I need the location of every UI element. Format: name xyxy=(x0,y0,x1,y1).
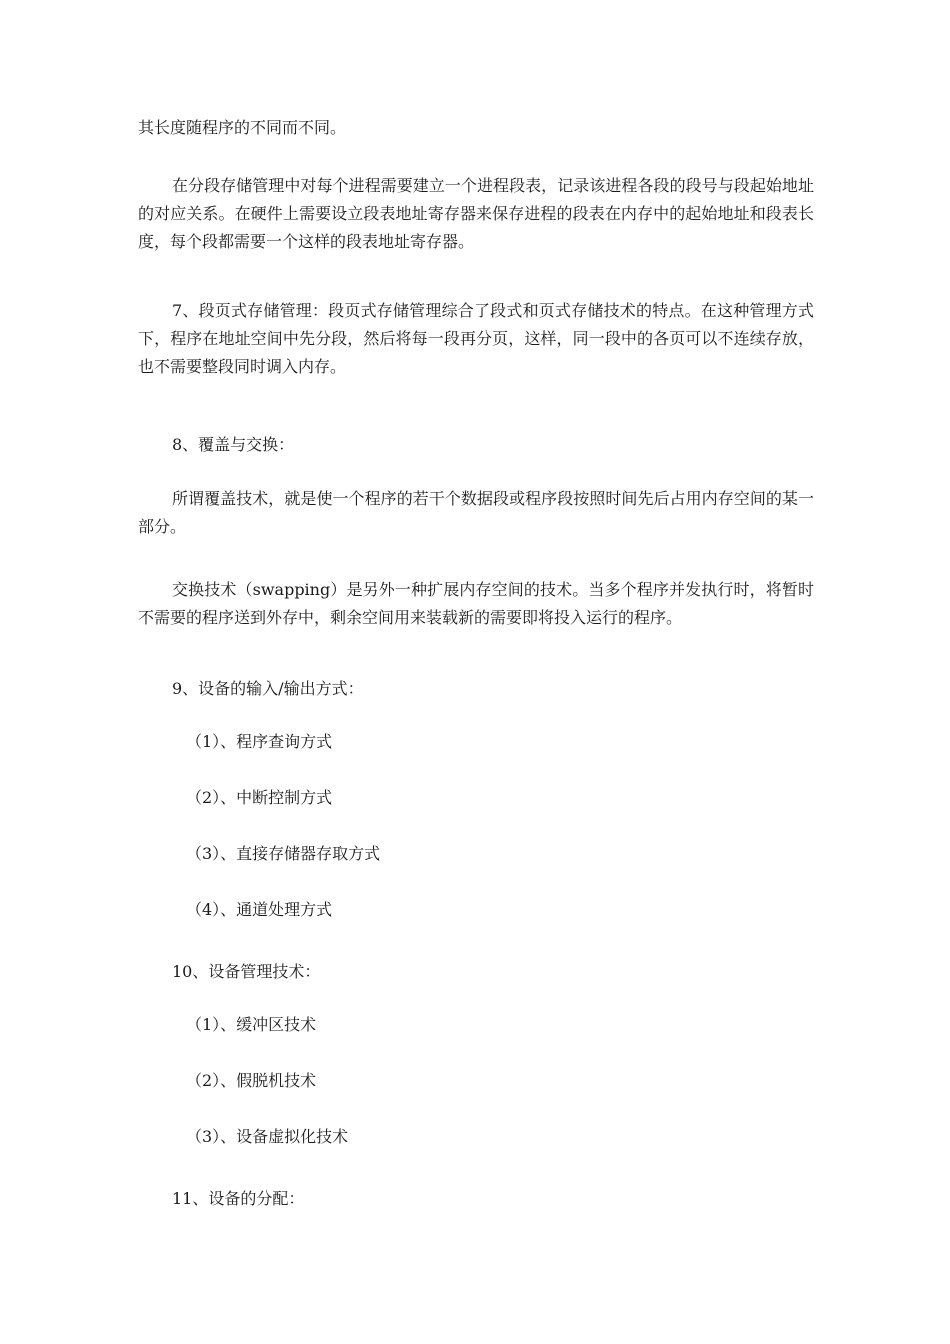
list-item: （2）、中断控制方式 xyxy=(186,788,333,807)
heading-device-management: 10、设备管理技术： xyxy=(172,962,321,981)
heading-overlay-swap: 8、覆盖与交换： xyxy=(172,435,295,454)
heading-device-allocation: 11、设备的分配： xyxy=(172,1189,305,1208)
paragraph-swapping: 交换技术（swapping）是另外一种扩展内存空间的技术。当多个程序并发执行时，将暂时不需要的程序送到外存中，剩余空间用来装载新的需要即将投入运行的程序。 xyxy=(138,580,814,627)
list-item: （3）、设备虚拟化技术 xyxy=(186,1127,349,1146)
paragraph-segment-table: 在分段存储管理中对每个进程需要建立一个进程段表，记录该进程各段的段号与段起始地址的对应关系。在硬件上需要设立段表地址寄存器来保存进程的段表在内存中的起始地址和段表长度，每个段都需要一个这样的段表地址寄存器。 xyxy=(138,176,814,251)
list-item: （4）、通道处理方式 xyxy=(186,900,333,919)
list-item: （1）、程序查询方式 xyxy=(186,732,333,751)
list-item: （1）、缓冲区技术 xyxy=(186,1015,317,1034)
paragraph-segment-paging: 7、段页式存储管理：段页式存储管理综合了段式和页式存储技术的特点。在这种管理方式下，程序在地址空间中先分段，然后将每一段再分页，这样，同一段中的各页可以不连续存放，也不需要整段同时调入内存。 xyxy=(138,301,814,376)
list-item: （3）、直接存储器存取方式 xyxy=(186,844,381,863)
heading-io-modes: 9、设备的输入/输出方式： xyxy=(172,679,364,698)
paragraph-overlay: 所谓覆盖技术，就是使一个程序的若干个数据段或程序段按照时间先后占用内存空间的某一部分。 xyxy=(138,489,814,536)
list-item: （2）、假脱机技术 xyxy=(186,1071,317,1090)
paragraph-segment-length: 其长度随程序的不同而不同。 xyxy=(138,118,347,137)
